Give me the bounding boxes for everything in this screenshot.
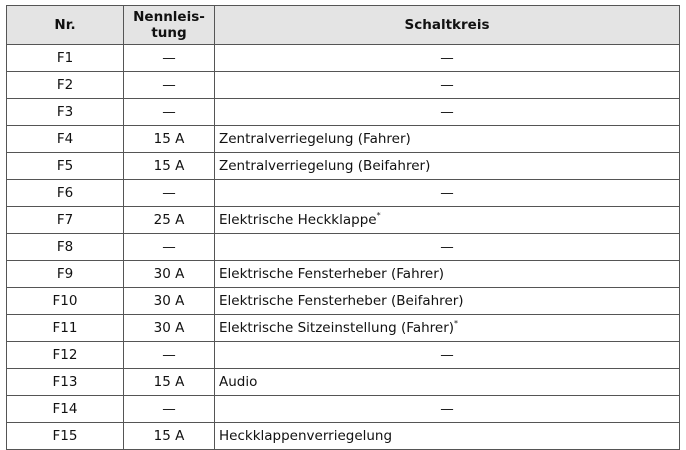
fuse-circuit-label: — [440, 239, 454, 255]
fuse-number: F3 [7, 99, 124, 126]
fuse-circuit [215, 315, 680, 342]
fuse-rating: 30 A [124, 288, 215, 315]
header-circuit: Schaltkreis [215, 6, 680, 45]
table-row [7, 153, 680, 180]
table-row [7, 342, 680, 369]
fuse-circuit-label: — [440, 347, 454, 363]
fuse-circuit-label: — [440, 104, 454, 120]
fuse-rating: — [124, 396, 215, 423]
fuse-circuit [215, 45, 680, 72]
table-row [7, 72, 680, 99]
fuse-rating: 30 A [124, 261, 215, 288]
fuse-number: F12 [7, 342, 124, 369]
fuse-number: F4 [7, 126, 124, 153]
header-rating [124, 6, 215, 45]
table-row [7, 261, 680, 288]
header-rating-line2: tung [151, 25, 187, 41]
fuse-circuit-label: Audio [219, 374, 258, 390]
fuse-circuit-label: Elektrische Fensterheber (Fahrer) [219, 266, 445, 282]
fuse-circuit-label: — [440, 401, 454, 417]
fuse-number: F5 [7, 153, 124, 180]
fuse-number: F1 [7, 45, 124, 72]
fuse-circuit [215, 153, 680, 180]
table-row [7, 396, 680, 423]
fuse-circuit-label: Zentralverriegelung (Fahrer) [219, 131, 411, 147]
fuse-table [6, 5, 680, 450]
fuse-number: F13 [7, 369, 124, 396]
footnote-marker: * [376, 211, 381, 220]
fuse-circuit [215, 342, 680, 369]
fuse-rating: — [124, 180, 215, 207]
fuse-circuit-label: Zentralverriegelung (Beifahrer) [219, 158, 431, 174]
fuse-rating: — [124, 234, 215, 261]
fuse-number: F14 [7, 396, 124, 423]
table-row [7, 315, 680, 342]
fuse-circuit [215, 207, 680, 234]
fuse-circuit-label: Elektrische Heckklappe [219, 212, 377, 228]
table-row [7, 234, 680, 261]
fuse-circuit [215, 369, 680, 396]
fuse-rating: — [124, 45, 215, 72]
fuse-table-body [7, 45, 680, 450]
table-row [7, 126, 680, 153]
fuse-circuit [215, 423, 680, 450]
table-row [7, 423, 680, 450]
header-nr: Nr. [7, 6, 124, 45]
fuse-circuit-label: — [440, 77, 454, 93]
fuse-number: F7 [7, 207, 124, 234]
fuse-number: F2 [7, 72, 124, 99]
fuse-circuit [215, 72, 680, 99]
fuse-circuit-label: — [440, 185, 454, 201]
fuse-rating: — [124, 99, 215, 126]
table-row [7, 45, 680, 72]
fuse-circuit [215, 396, 680, 423]
fuse-circuit [215, 180, 680, 207]
table-row [7, 180, 680, 207]
fuse-circuit [215, 99, 680, 126]
fuse-number: F6 [7, 180, 124, 207]
table-row [7, 99, 680, 126]
fuse-circuit [215, 234, 680, 261]
fuse-circuit-label: Elektrische Fensterheber (Beifahrer) [219, 293, 464, 309]
fuse-number: F15 [7, 423, 124, 450]
fuse-circuit [215, 261, 680, 288]
fuse-circuit-label: Elektrische Sitzeinstellung (Fahrer) [219, 320, 455, 336]
fuse-circuit-label: Heckklappenverriegelung [219, 428, 393, 444]
fuse-rating: 15 A [124, 423, 215, 450]
fuse-rating: — [124, 72, 215, 99]
fuse-rating: 15 A [124, 126, 215, 153]
fuse-number: F10 [7, 288, 124, 315]
fuse-rating: 15 A [124, 369, 215, 396]
fuse-rating: — [124, 342, 215, 369]
fuse-circuit [215, 288, 680, 315]
fuse-number: F9 [7, 261, 124, 288]
header-rating-line1: Nennleis- [133, 9, 205, 25]
table-row [7, 207, 680, 234]
fuse-circuit [215, 126, 680, 153]
footnote-marker: * [454, 319, 459, 328]
fuse-number: F11 [7, 315, 124, 342]
table-row [7, 288, 680, 315]
table-header-row [7, 6, 680, 45]
fuse-rating: 30 A [124, 315, 215, 342]
table-row [7, 369, 680, 396]
fuse-rating: 15 A [124, 153, 215, 180]
fuse-number: F8 [7, 234, 124, 261]
fuse-circuit-label: — [440, 50, 454, 66]
fuse-rating: 25 A [124, 207, 215, 234]
